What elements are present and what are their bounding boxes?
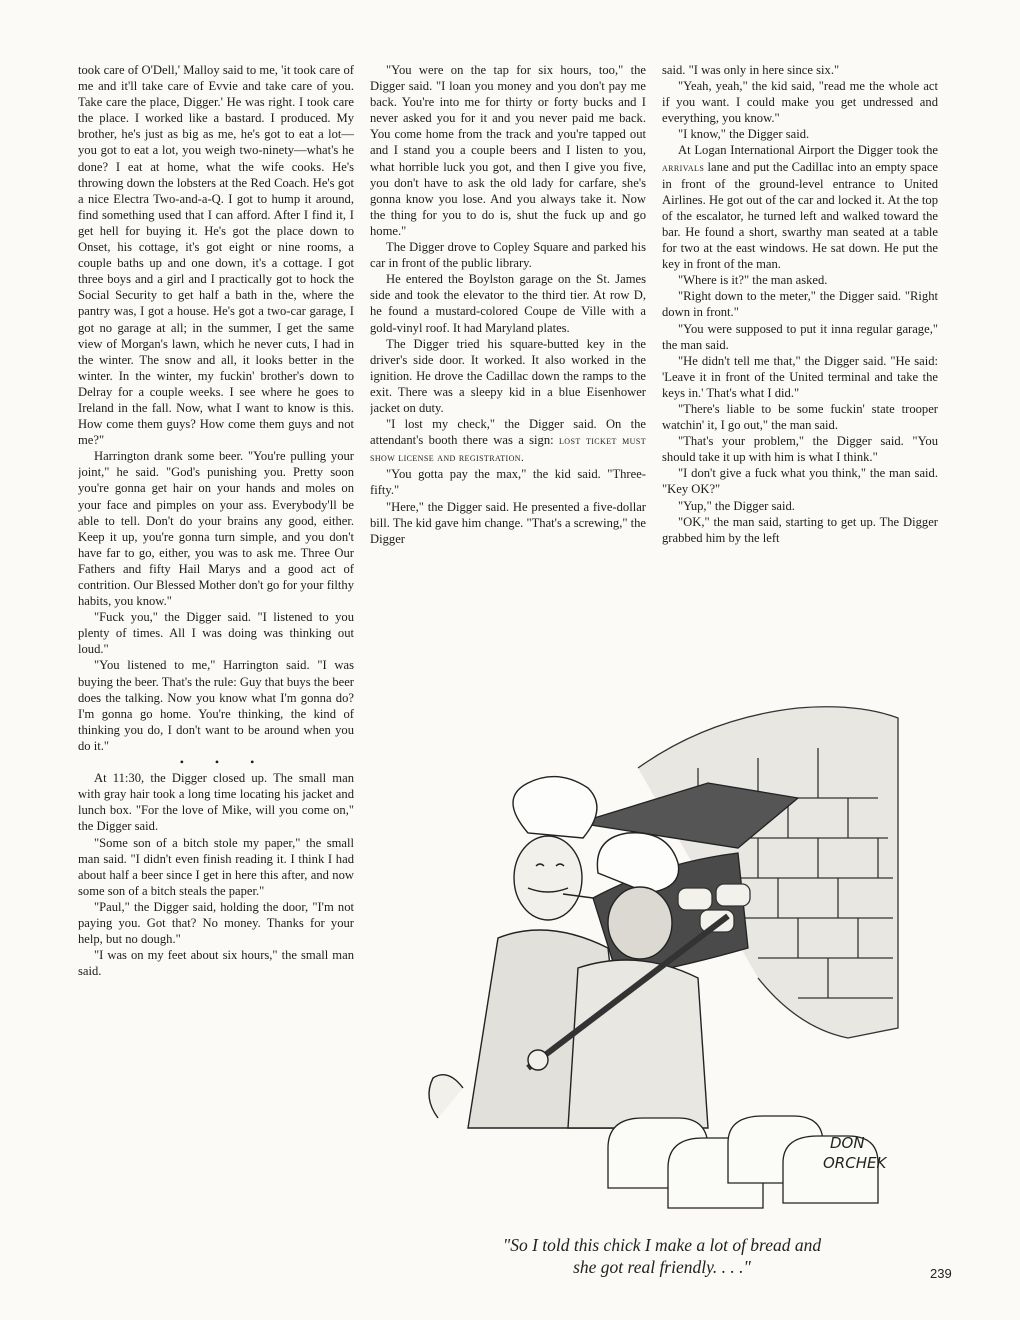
paragraph [78, 947, 354, 979]
paragraph-text: At 11:30, the Digger closed up. The small man with gray hair took a long time locating his jacket and lunch box. "For the love of Mike, will you come on," the Digger said. [78, 771, 354, 834]
paragraph [662, 321, 938, 353]
paragraph-text: "There's liable to be some fuckin' state trooper watchin' it, I go out," the man said. [662, 401, 938, 433]
paragraph-text: "You gotta pay the max," the kid said. "Three-fifty." [370, 467, 646, 498]
paragraph [370, 62, 646, 239]
paragraph-text: "You listened to me," Harrington said. "I was buying the beer. That's the rule: Guy that buys the beer does the talking. Now you know what I'm gonna do? I'm gonna go home. You're thinking, the kind of thinking you do, I don't want to be around when you do it." [78, 658, 354, 753]
paragraph [370, 466, 646, 498]
paragraph-text: "You were supposed to put it inna regular garage," the man said. [662, 321, 938, 352]
paragraph-text: "Fuck you," the Digger said. "I listened to you plenty of times. All I was doing was thinking out loud." [78, 610, 354, 657]
paragraph [370, 239, 646, 271]
page-number: 239 [930, 1266, 952, 1281]
paragraph-text: "Paul," the Digger said, holding the door, "I'm not paying you. Got that? No money. Thanks for your help, but no dough." [78, 899, 354, 947]
paragraph-text: "I don't give a fuck what you think," the man said. "Key OK?" [662, 466, 938, 497]
paragraph-text: He entered the Boylston garage on the St. James side and took the elevator to the third tier. At row D, he found a mustard-colored Coupe de Ville with a gold-vinyl roof. It had Maryland plates. [370, 272, 646, 335]
paragraph-text: "Right down to the meter," the Digger said. "Right down in front." [662, 289, 938, 320]
cartoon-illustration [378, 648, 944, 1236]
caption-line-2: she got real friendly. . . ." [573, 1257, 751, 1277]
cartoon-caption [392, 1234, 932, 1278]
paragraph-text: "You were on the tap for six hours, too," the Digger said. "I loan you money and you don't pay me back. You're into me for thirty or forty bucks and I never asked you for it and you never paid me back. You come home from the track and you're tapped out and I stand you a couple beers and I listen to you, what horrible luck you got, and then I give you five, you don't have to ask the old lady for carfare, she's gonna know you lose. And you always take it. Now the thing for you to do is, shut the fuck up and go home." [370, 63, 646, 238]
paragraph-text: The Digger drove to Copley Square and parked his car in front of the public library. [370, 240, 646, 271]
paragraph-text: took care of O'Dell,' Malloy said to me, 'it took care of me and it'll take care of Evvie and take care of you. Take care the place, Digger.' He was right. I took care the place. I worked like a bastard. I produced. My brother, he's just as big as me, he's got to eat a lot—you got to eat a lot, you weigh two-ninety—what's he done? I eat at home, what the wife cooks. He's throwing down the lobsters at the Red Coach. He's got a nice Electra Two-and-a-Q. I got to hump it around, find something used that I can afford. After I find it, I get hell for buying it. He's got the place down to Onset, his cottage, it's got eight or nine rooms, a couple baths up and one down, it's a cottage. I got three boys and a girl and I practically got to hock the Social Security to get half a bath in the, where the pantry was, I got a house. He's got a two-car garage, I got no garage at all; in the summer, I get the same view of Morgan's lawn, which he never cuts, I had in the winter. The snow and all, it looks better in the winter. In the winter, my fuckin' brother's down to Delray for a couple weeks. I see where he goes to Ireland in the fall. Now, what I want to know is this. How come them guys? How come them guys and not me?" [78, 63, 354, 448]
paragraph [662, 433, 938, 465]
paragraph [662, 78, 938, 126]
paragraph-text: said. "I was only in here since six." [662, 63, 840, 77]
paragraph [78, 657, 354, 754]
paragraph-text: "I was on my feet about six hours," the small man said. [78, 948, 354, 979]
paragraph [78, 609, 354, 657]
small-caps-text: arrivals [662, 161, 705, 174]
paragraph [370, 416, 646, 466]
paragraph [662, 401, 938, 433]
paragraph-text: At Logan International Airport the Digger took the [678, 143, 938, 158]
paragraph [78, 899, 354, 947]
paragraph [662, 142, 938, 272]
paragraph [662, 465, 938, 497]
paragraph [370, 336, 646, 416]
paragraph [662, 288, 938, 320]
paragraph-text: "I know," the Digger said. [678, 127, 810, 142]
paragraph [662, 272, 938, 288]
article-column-2 [370, 62, 646, 684]
caption-line-1: "So I told this chick I make a lot of bread and [502, 1235, 822, 1255]
paragraph-text-tail: lane and put the Cadillac into an empty space in front of the ground-level entrance to United Airlines. He got out of the car and locked it. At the top of the escalator, he turned left and walked toward the bar. He found a short, swarthy man seated at a table for two at the east windows. He sat down. He put the key in front of the man. [662, 159, 938, 272]
paragraph [370, 499, 646, 547]
paragraph [662, 498, 938, 514]
paragraph [662, 62, 938, 78]
paragraph [370, 271, 646, 335]
paragraph-text: "He didn't tell me that," the Digger said. "He said: 'Leave it in front of the United terminal and take the keys in.' That's what I did." [662, 353, 938, 400]
paragraph-text: "Yup," the Digger said. [678, 498, 795, 513]
paragraph-text: "I lost my check," the Digger said. On the attendant's booth there was a sign: [370, 417, 646, 448]
signature-line-1: DON [830, 1134, 865, 1152]
paragraph-text: "Where is it?" the man asked. [678, 273, 828, 288]
article-column-1 [78, 62, 354, 1270]
article-column-3 [662, 62, 938, 684]
paragraph [662, 353, 938, 401]
paragraph [78, 448, 354, 609]
paragraph [662, 126, 938, 142]
signature-line-2: ORCHEK [823, 1154, 887, 1172]
paragraph-text: The Digger tried his square-butted key in the driver's side door. It worked. It also worked in the ignition. He drove the Cadillac down the ramps to the exit. There was a sleepy kid in a blue Eisenhower jacket on duty. [370, 336, 646, 415]
paragraph [78, 62, 354, 448]
paragraph-text: Harrington drank some beer. "You're pulling your joint," he said. "God's punishing you. Pretty soon you're gonna get hair on your hands and moles on your face and pimples on your ass. Everybody'll be able to tell. Don't do your brains any good, either. Keep it up, you're gonna turn simple, and you don't have far to go, either, you was to ask me. Three Our Fathers and fifty Hail Marys and a good act of contrition. Our Blessed Mother don't go for your filthy habits, you know." [78, 449, 354, 609]
paragraph [662, 514, 938, 546]
paragraph-text: "That's your problem," the Digger said. "You should take it up with him is what I think." [662, 434, 938, 465]
paragraph-text: "Some son of a bitch stole my paper," the small man said. "I didn't even finish reading it. I think I had about half a beer since I get in here this after, and now some son of a bitch steals the paper." [78, 835, 354, 898]
section-break: • • • [179, 755, 269, 770]
paragraph-text: "Yeah, yeah," the kid said, "read me the whole act if you want. I could make you get undressed and everything, you know." [662, 79, 938, 126]
paragraph [78, 835, 354, 899]
small-caps-text: lost ticket must show license and registration. [370, 435, 646, 465]
paragraph-text: "Here," the Digger said. He presented a five-dollar bill. The kid gave him change. "That's a screwing," the Digger [370, 499, 646, 546]
paragraph-text: "OK," the man said, starting to get up. The Digger grabbed him by the left [662, 514, 938, 545]
paragraph [78, 770, 354, 834]
